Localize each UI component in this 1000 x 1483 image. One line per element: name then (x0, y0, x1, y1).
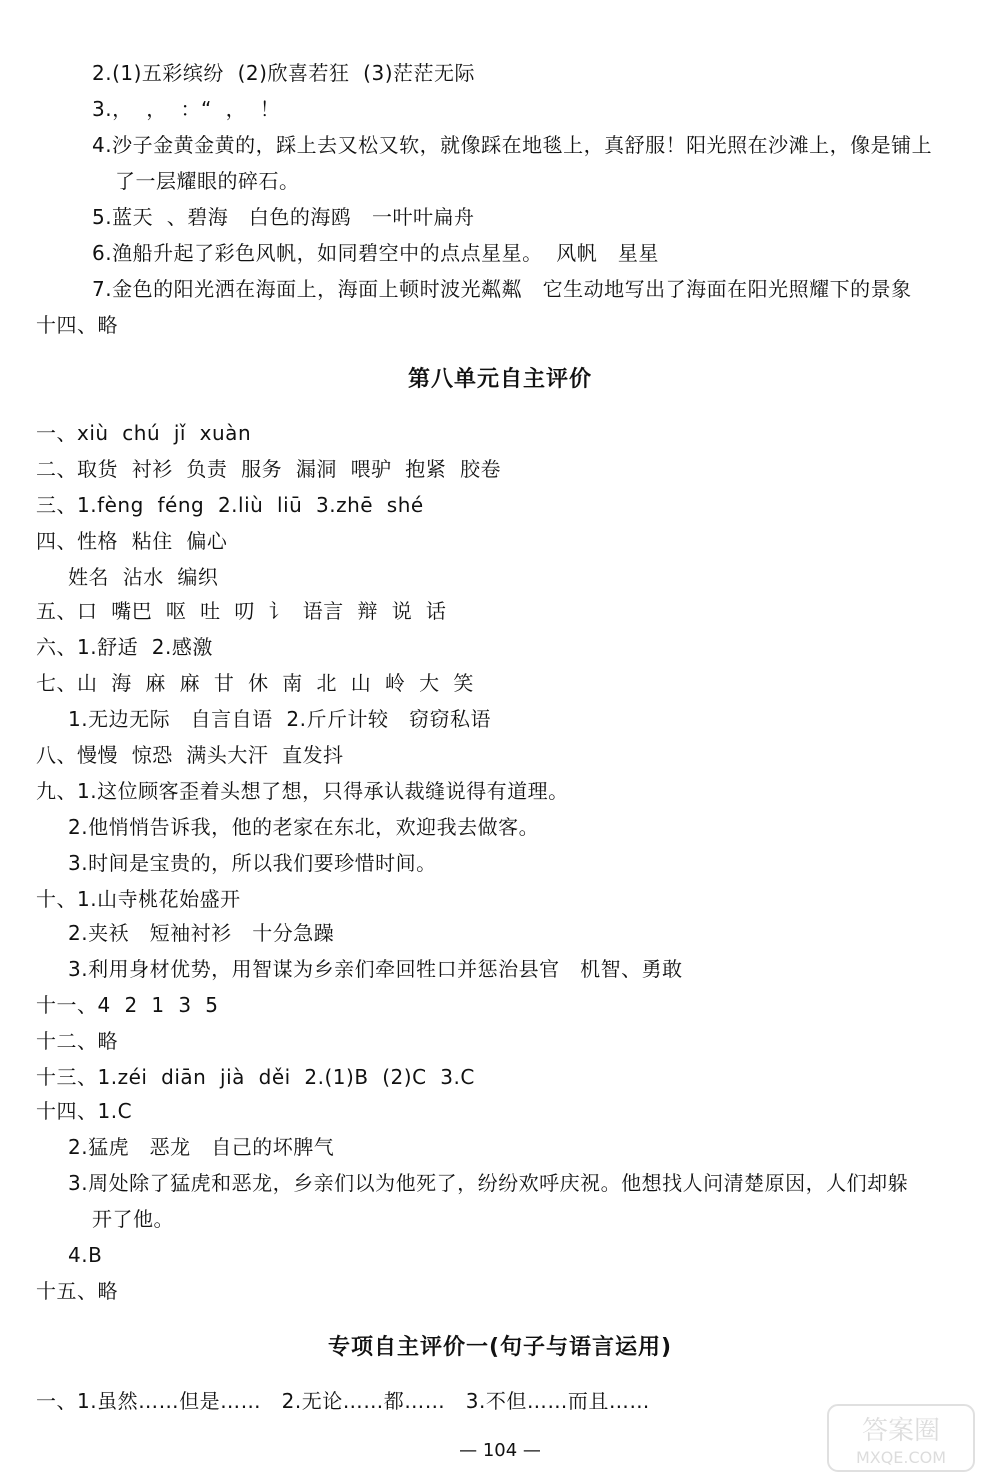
answer-line: 2.猛虎 恶龙 自己的坏脾气 (68, 1135, 335, 1159)
answer-line: 一、xiù chú jǐ xuàn (36, 421, 252, 445)
answer-line: 1.无边无际 自言自语 2.斤斤计较 窃窃私语 (68, 707, 492, 731)
section-heading-unit8: 第八单元自主评价 (407, 367, 592, 392)
answer-line: 十二、略 (36, 1029, 118, 1053)
answer-line: 2.他悄悄告诉我，他的老家在东北，欢迎我去做客。 (68, 815, 540, 839)
answer-line: 3.利用身材优势，用智谋为乡亲们牵回牲口并惩治县官 机智、勇敢 (68, 957, 683, 981)
answer-line: 3.， ， ：“ ， ！ (92, 97, 281, 121)
answer-line: 2.(1)五彩缤纷 (2)欣喜若狂 (3)茫茫无际 (92, 61, 476, 85)
answer-line: 十五、略 (36, 1279, 118, 1303)
answer-line: 十一、4 2 1 3 5 (36, 993, 219, 1017)
answer-line: 三、1.fèng féng 2.liù liū 3.zhē shé (36, 493, 424, 517)
answer-line: 十、1.山寺桃花始盛开 (36, 887, 241, 911)
watermark-cn: 答案圈 (861, 1416, 941, 1446)
answer-line: 姓名 沾水 编织 (68, 565, 219, 589)
watermark-logo-icon (826, 1403, 976, 1473)
answer-line: 7.金色的阳光洒在海面上，海面上顿时波光粼粼 它生动地写出了海面在阳光照耀下的景象 (92, 277, 912, 301)
answer-line: 4.B (68, 1243, 103, 1267)
answer-line: 四、性格 粘住 偏心 (36, 529, 228, 553)
answer-line: 3.时间是宝贵的，所以我们要珍惜时间。 (68, 851, 437, 875)
answer-line: 一、1.虽然……但是…… 2.无论……都…… 3.不但……而且…… (36, 1389, 650, 1413)
answer-line: 七、山 海 麻 麻 甘 休 南 北 山 岭 大 笑 (36, 671, 474, 695)
answer-line: 了一层耀眼的碎石。 (115, 169, 300, 193)
page-number: — 104 — (459, 1440, 541, 1461)
answer-line: 十四、1.C (36, 1099, 133, 1123)
answer-line: 十四、略 (36, 313, 118, 337)
answer-line: 6.渔船升起了彩色风帆，如同碧空中的点点星星。 风帆 星星 (92, 241, 659, 265)
answer-line: 八、慢慢 惊恐 满头大汗 直发抖 (36, 743, 344, 767)
answer-line: 开了他。 (92, 1207, 174, 1231)
answer-line: 二、取货 衬衫 负责 服务 漏洞 喂驴 抱紧 胶卷 (36, 457, 502, 481)
answer-line: 3.周处除了猛虎和恶龙，乡亲们以为他死了，纷纷欢呼庆祝。他想找人问清楚原因，人们却躲 (68, 1171, 909, 1195)
answer-line: 2.夹袄 短袖衬衫 十分急躁 (68, 921, 335, 945)
section-heading-special1: 专项自主评价一(句子与语言运用) (327, 1335, 673, 1360)
answer-line: 4.沙子金黄金黄的，踩上去又松又软，就像踩在地毯上，真舒服！阳光照在沙滩上，像是铺上 (92, 133, 933, 157)
answer-line: 六、1.舒适 2.感激 (36, 635, 213, 659)
watermark-en: MXQE.COM (855, 1448, 947, 1467)
answer-line: 九、1.这位顾客歪着头想了想，只得承认裁缝说得有道理。 (36, 779, 569, 803)
answer-line: 十三、1.zéi diān jià děi 2.(1)B (2)C 3.C (36, 1065, 475, 1089)
answer-line: 五、口 嘴巴 呕 吐 叨 讠 语言 辩 说 话 (36, 599, 447, 623)
answer-line: 5.蓝天 、碧海 白色的海鸥 一叶叶扁舟 (92, 205, 475, 229)
